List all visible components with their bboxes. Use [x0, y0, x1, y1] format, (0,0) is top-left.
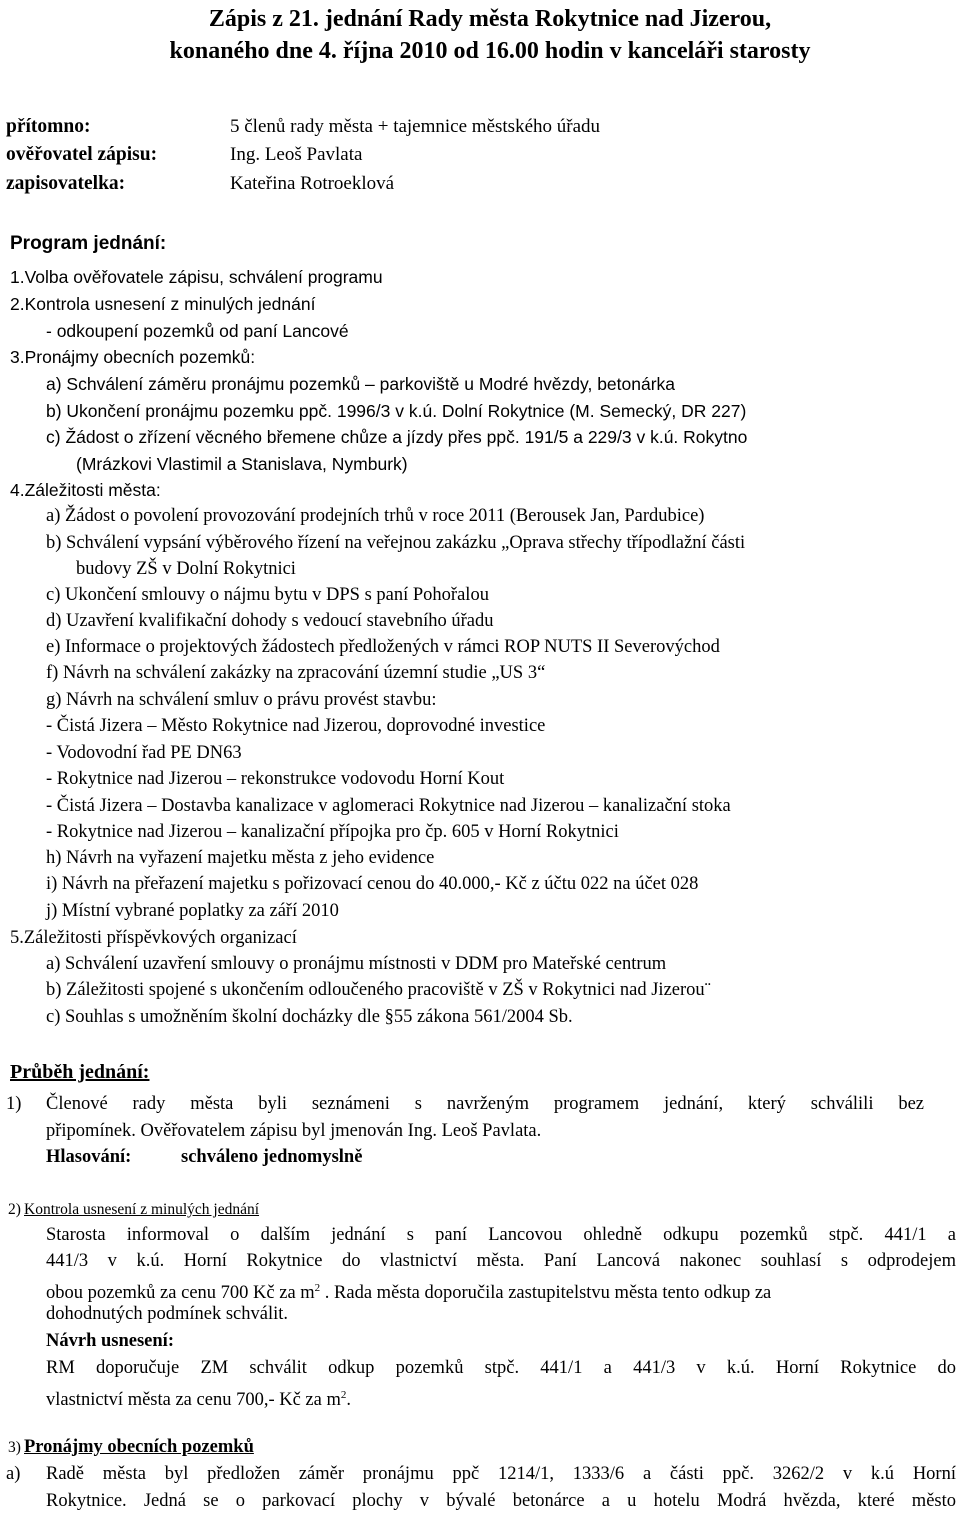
- item-2-heading: Kontrola usnesení z minulých jednání: [24, 1201, 260, 1218]
- item-3-a-label: a): [6, 1464, 21, 1484]
- program-item: f) Návrh na schválení zakázky na zpracování územní studie „US 3“: [46, 663, 546, 683]
- program-item: - Vodovodní řad PE DN63: [46, 743, 242, 763]
- item-3-number: 3): [8, 1439, 21, 1456]
- item-1-line-1: Členové rady města byli seznámeni s navrženým programem jednání, který schválili bez: [46, 1094, 924, 1114]
- item-2-resolution-line-2: [46, 1382, 351, 1413]
- item-3-a-line-1: Radě města byl předložen záměr pronájmu ppč 1214/1, 1333/6 a části ppč. 3262/2 v k.ú Horní: [46, 1464, 956, 1484]
- item-2-recommendation-text: . Rada města doporučila zastupitelstvu města tento odkup za: [320, 1283, 772, 1304]
- item-1-vote-value: schváleno jednomyslně: [181, 1147, 363, 1167]
- item-2-unit-superscript: 2: [314, 1282, 321, 1294]
- present-label: přítomno:: [6, 116, 91, 137]
- item-2-resolution-text: vlastnictví města za cenu 700,- Kč za m: [46, 1390, 341, 1411]
- program-item: - Rokytnice nad Jizerou – rekonstrukce vodovodu Horní Kout: [46, 769, 505, 789]
- program-item: 5.Záležitosti příspěvkových organizací: [10, 928, 297, 948]
- program-item: g) Návrh na schválení smluv o právu provést stavbu:: [46, 690, 437, 710]
- program-item: h) Návrh na vyřazení majetku města z jeho evidence: [46, 848, 435, 868]
- proceedings-heading: Průběh jednání:: [10, 1061, 150, 1083]
- program-item: i) Návrh na přeřazení majetku s pořizovací cenou do 40.000,- Kč z účtu 022 na účet 028: [46, 874, 699, 894]
- program-item: - Čistá Jizera – Dostavba kanalizace v aglomeraci Rokytnice nad Jizerou – kanalizační stoka: [46, 796, 731, 816]
- program-item: 3.Pronájmy obecních pozemků:: [10, 347, 256, 367]
- item-2-paragraph-line-4: dohodnutých podmínek schválit.: [46, 1304, 289, 1324]
- program-item: a) Schválení záměru pronájmu pozemků – parkoviště u Modré hvězdy, betonárka: [46, 374, 676, 394]
- item-1-vote-label: Hlasování:: [46, 1147, 132, 1167]
- program-item: - Rokytnice nad Jizerou – kanalizační přípojka pro čp. 605 v Horní Rokytnici: [46, 822, 619, 842]
- verifier-label: ověřovatel zápisu:: [6, 144, 158, 165]
- program-item: budovy ZŠ v Dolní Rokytnici: [76, 559, 296, 579]
- program-item: b) Schválení vypsání výběrového řízení na veřejnou zakázku „Oprava střechy třípodlažní části: [46, 533, 746, 553]
- item-2-number: 2): [8, 1201, 21, 1218]
- program-item: c) Souhlas s umožněním školní docházky dle §55 zákona 561/2004 Sb.: [46, 1007, 573, 1027]
- program-item: - odkoupení pozemků od paní Lancové: [46, 321, 349, 341]
- program-item: 2.Kontrola usnesení z minulých jednání: [10, 294, 316, 314]
- program-item: 1.Volba ověřovatele zápisu, schválení programu: [10, 267, 383, 287]
- item-2-paragraph-line-1: Starosta informoval o dalším jednání s paní Lancovou ohledně odkupu pozemků stpč. 441/1 a: [46, 1225, 956, 1245]
- item-3-a-line-2: Rokytnice. Jedná se o parkovací plochy v bývalé betonárce a u hotelu Modrá hvězda, které město: [46, 1491, 956, 1511]
- document-title-line-1: Zápis z 21. jednání Rady města Rokytnice nad Jizerou,: [208, 6, 772, 32]
- program-item: 4.Záležitosti města:: [10, 480, 161, 500]
- item-2-price-text: obou pozemků za cenu 700 Kč za m: [46, 1283, 315, 1304]
- program-item: e) Informace o projektových žádostech předložených v rámci ROP NUTS II Severovýchod: [46, 637, 720, 657]
- program-item: a) Žádost o povolení provozování prodejních trhů v roce 2011 (Berousek Jan, Pardubice): [46, 506, 705, 526]
- item-2-paragraph-line-2: 441/3 v k.ú. Horní Rokytnice do vlastnictví města. Paní Lancová nakonec souhlasí s odprodejem: [46, 1251, 956, 1271]
- document-title-line-2: konaného dne 4. října 2010 od 16.00 hodin v kanceláři starosty: [169, 38, 811, 64]
- item-2-resolution-line-1: RM doporučuje ZM schválit odkup pozemků stpč. 441/1 a 441/3 v k.ú. Horní Rokytnice do: [46, 1358, 956, 1378]
- program-item: c) Žádost o zřízení věcného břemene chůze a jízdy přes ppč. 191/5 a 229/3 v k.ú. Rokytno: [46, 427, 748, 447]
- program-item: d) Uzavření kvalifikační dohody s vedoucí stavebního úřadu: [46, 611, 494, 631]
- program-item: a) Schválení uzavření smlouvy o pronájmu místnosti v DDM pro Mateřské centrum: [46, 954, 667, 974]
- item-1-number: 1): [6, 1094, 22, 1114]
- present-value: 5 členů rady města + tajemnice městského úřadu: [230, 116, 601, 137]
- recorder-value: Kateřina Rotroeklová: [230, 173, 395, 194]
- item-2-proposal-label: Návrh usnesení:: [46, 1331, 174, 1351]
- program-item: (Mrázkovi Vlastimil a Stanislava, Nymburk): [76, 454, 408, 474]
- program-item: j) Místní vybrané poplatky za září 2010: [46, 901, 339, 921]
- verifier-value: Ing. Leoš Pavlata: [230, 144, 363, 165]
- program-heading: Program jednání:: [10, 233, 167, 254]
- item-2-resolution-superscript: 2: [340, 1389, 347, 1401]
- program-item: b) Záležitosti spojené s ukončením odloučeného pracoviště v ZŠ v Rokytnici nad Jizerou¨: [46, 980, 711, 1000]
- item-1-line-2: připomínek. Ověřovatelem zápisu byl jmenován Ing. Leoš Pavlata.: [46, 1121, 542, 1141]
- program-item: - Čistá Jizera – Město Rokytnice nad Jizerou, doprovodné investice: [46, 716, 546, 736]
- item-2-resolution-end: .: [346, 1390, 351, 1411]
- recorder-label: zapisovatelka:: [6, 173, 126, 194]
- item-3-heading: Pronájmy obecních pozemků: [24, 1437, 254, 1457]
- program-item: c) Ukončení smlouvy o nájmu bytu v DPS s paní Pohořalou: [46, 585, 489, 605]
- program-item: b) Ukončení pronájmu pozemku ppč. 1996/3 v k.ú. Dolní Rokytnice (M. Semecký, DR 227): [46, 401, 747, 421]
